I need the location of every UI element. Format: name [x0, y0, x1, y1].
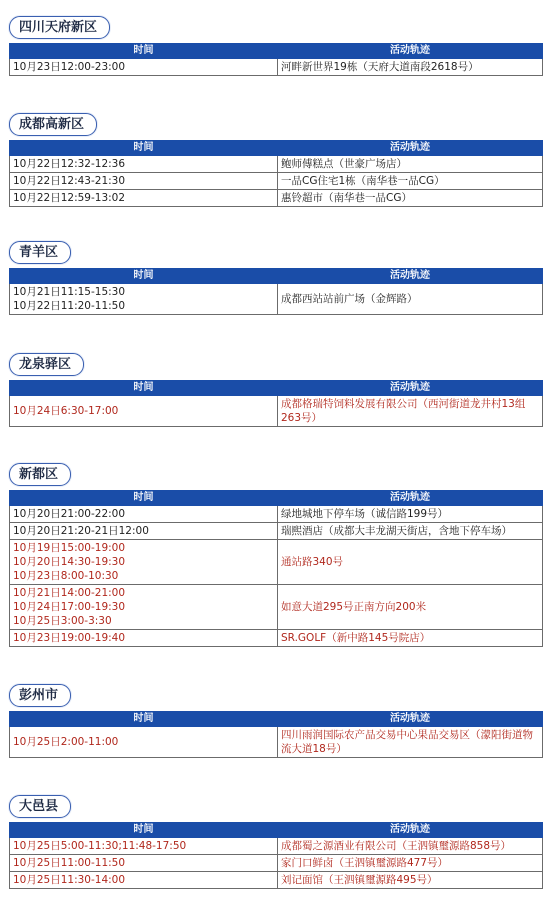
trace-table — [9, 380, 543, 427]
time-cell: 10月19日15:00-19:00 10月20日14:30-19:30 10月23日8:00-10:30 — [10, 540, 278, 585]
time-cell: 10月25日11:30-14:00 — [10, 872, 278, 889]
trace-cell: 通站路340号 — [278, 540, 543, 585]
table-row — [10, 59, 543, 76]
trace-cell: SR.GOLF（新中路145号院店） — [278, 630, 543, 647]
time-cell: 10月22日12:43-21:30 — [10, 173, 278, 190]
trace-cell: 成都蜀之源酒业有限公司（王泗镇璽源路858号） — [278, 838, 543, 855]
time-cell: 10月25日11:00-11:50 — [10, 855, 278, 872]
time-cell: 10月24日6:30-17:00 — [10, 396, 278, 427]
trace-cell: 鲍师傅糕点（世豪广场店） — [278, 156, 543, 173]
time-cell: 10月22日12:59-13:02 — [10, 190, 278, 207]
trace-table — [9, 140, 543, 207]
trace-cell: 河畔新世界19栋（天府大道南段2618号） — [278, 59, 543, 76]
time-cell: 10月22日12:32-12:36 — [10, 156, 278, 173]
table-row — [10, 855, 543, 872]
time-cell: 10月21日14:00-21:00 10月24日17:00-19:30 10月25日3:00-3:30 — [10, 585, 278, 630]
trace-table — [9, 822, 543, 889]
table-row — [10, 156, 543, 173]
time-cell: 10月25日5:00-11:30;11:48-17:50 — [10, 838, 278, 855]
trace-cell: 如意大道295号正南方向200米 — [278, 585, 543, 630]
header-trace: 活动轨迹 — [278, 491, 543, 506]
district-title: 大邑县 — [9, 795, 71, 818]
table-row — [10, 506, 543, 523]
header-trace: 活动轨迹 — [278, 141, 543, 156]
trace-cell: 绿地城地下停车场（诚信路199号） — [278, 506, 543, 523]
time-cell: 10月25日2:00-11:00 — [10, 727, 278, 758]
district-title: 新都区 — [9, 463, 71, 486]
table-row — [10, 540, 543, 585]
trace-table — [9, 43, 543, 76]
table-row — [10, 284, 543, 315]
table-row — [10, 190, 543, 207]
trace-cell: 一品CG住宅1栋（南华巷一品CG） — [278, 173, 543, 190]
time-cell: 10月23日12:00-23:00 — [10, 59, 278, 76]
trace-table — [9, 490, 543, 647]
table-row — [10, 585, 543, 630]
header-time: 时间 — [10, 823, 278, 838]
header-time: 时间 — [10, 712, 278, 727]
table-row — [10, 872, 543, 889]
header-time: 时间 — [10, 491, 278, 506]
trace-cell: 成都西站站前广场（金辉路） — [278, 284, 543, 315]
time-cell: 10月21日11:15-15:30 10月22日11:20-11:50 — [10, 284, 278, 315]
header-time: 时间 — [10, 141, 278, 156]
table-row — [10, 523, 543, 540]
header-time: 时间 — [10, 44, 278, 59]
header-trace: 活动轨迹 — [278, 823, 543, 838]
table-row — [10, 838, 543, 855]
table-row — [10, 727, 543, 758]
header-trace: 活动轨迹 — [278, 712, 543, 727]
header-time: 时间 — [10, 381, 278, 396]
trace-cell: 刘记面馆（王泗镇璽源路495号） — [278, 872, 543, 889]
district-title: 青羊区 — [9, 241, 71, 264]
header-trace: 活动轨迹 — [278, 44, 543, 59]
time-cell: 10月23日19:00-19:40 — [10, 630, 278, 647]
header-trace: 活动轨迹 — [278, 381, 543, 396]
table-row — [10, 396, 543, 427]
district-title: 成都高新区 — [9, 113, 97, 136]
trace-cell: 瑞熙酒店（成都大丰龙湖天街店，含地下停车场） — [278, 523, 543, 540]
header-trace: 活动轨迹 — [278, 269, 543, 284]
trace-cell: 四川雨润国际农产品交易中心果品交易区（濛阳街道物流大道18号） — [278, 727, 543, 758]
district-title: 彭州市 — [9, 684, 71, 707]
time-cell: 10月20日21:20-21日12:00 — [10, 523, 278, 540]
table-row — [10, 630, 543, 647]
table-row — [10, 173, 543, 190]
trace-table — [9, 268, 543, 315]
trace-cell: 家门口鲜卤（王泗镇璽源路477号） — [278, 855, 543, 872]
time-cell: 10月20日21:00-22:00 — [10, 506, 278, 523]
header-time: 时间 — [10, 269, 278, 284]
district-title: 龙泉驿区 — [9, 353, 84, 376]
trace-cell: 惠铃超市（南华巷一品CG） — [278, 190, 543, 207]
district-title: 四川天府新区 — [9, 16, 110, 39]
trace-cell: 成都格瑞特饲料发展有限公司（西河街道龙井村13组263号） — [278, 396, 543, 427]
trace-table — [9, 711, 543, 758]
